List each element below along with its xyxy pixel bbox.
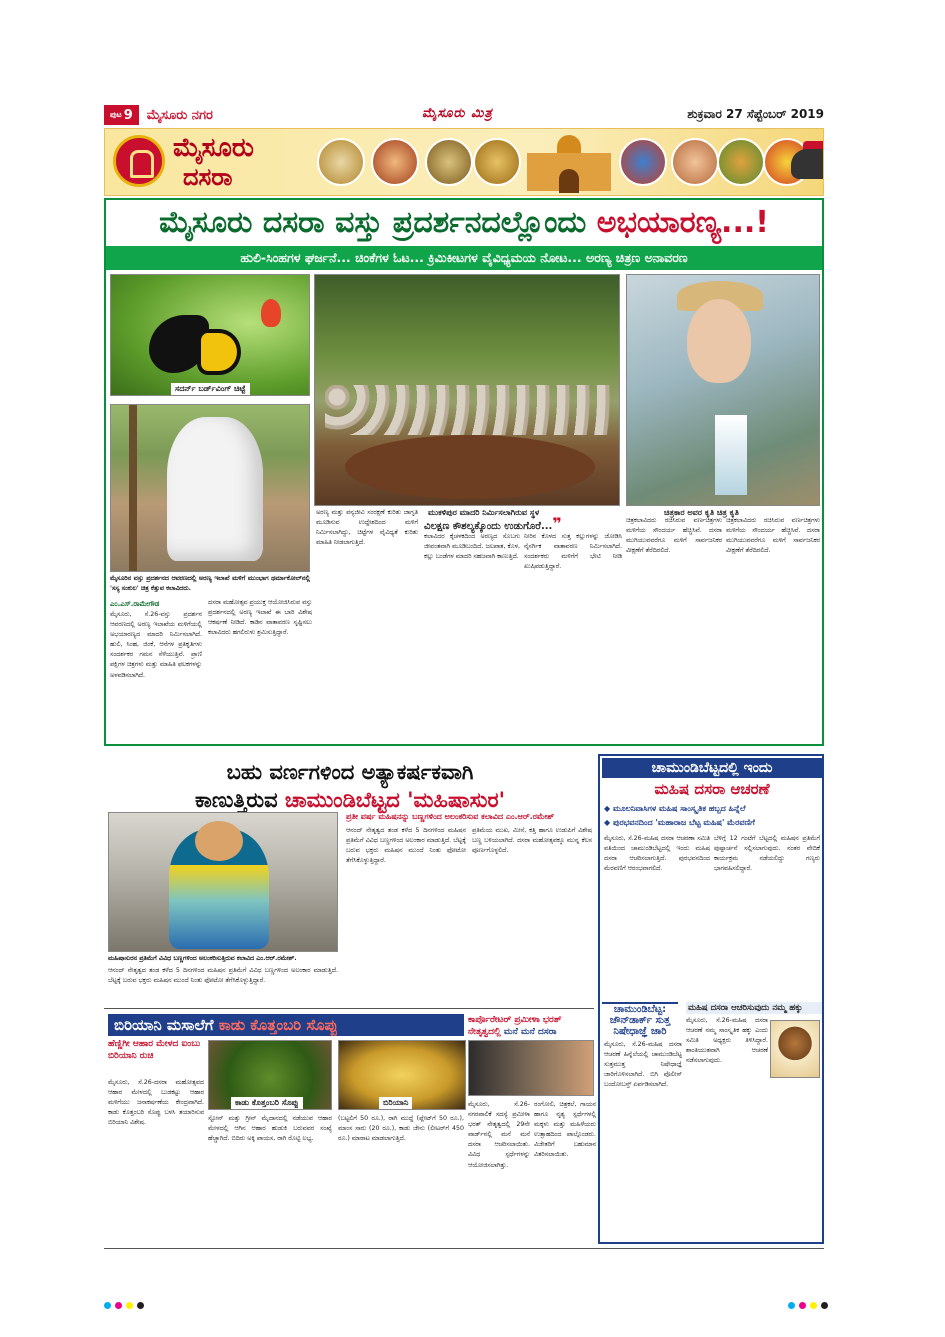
mane-dasara-headline-b: ಮನೆ ಮನೆ ದಸರಾ bbox=[503, 1027, 557, 1037]
feature-subhead-text: ವಿಲಕ್ಷಣ ಕೌಶಲ್ಯಕ್ಕೊಂದು ಉಡುಗೊರೆ... bbox=[424, 521, 553, 532]
mahisha-rights-column: ಮೈಸೂರು, ಸೆ.26-ಮಹಿಷ ದಸರಾ ಆಚರಣೆ ನಮ್ಮ ಸಾಂಸ್ಕೃತಿಕ ಹಕ್ಕು ಎಂದು ಸಮಿತಿ ಅಧ್ಯಕ್ಷರು ತಿಳಿಸಿದ್ದಾರೆ. ಶಾಂತಿಯುತವಾಗಿ ಆಚರಣೆ ನಡೆಸಲಾಗುವುದು. bbox=[686, 1017, 768, 1065]
feature-headline bbox=[104, 200, 824, 246]
yellow-dot-icon bbox=[126, 1302, 133, 1309]
chamundi-headline-1: ಚಾಮುಂಡಿಬೆಟ್ಟದಲ್ಲಿ ಇಂದು bbox=[602, 758, 822, 778]
biryani-column-2: ಸ್ಟೋನ್ ಮತ್ತು ಗ್ರೀನ್ ಮೈದಾನದಲ್ಲಿ ನಡೆಯುವ ಆಹಾರ ಮೇಳದಲ್ಲಿ ಆಗಿನ ಆಹಾರ ಹುಡುಕಿ ಬರುವವರ ಸಂಖ್ಯೆ ಹೆಚ್ಚಾಗಿದೆ. ಬಿದಿರು ಅಕ್ಕಿ ಪಾಯಸ, ರಾಗಿ ರೊಟ್ಟಿ ಲಭ್ಯ. bbox=[208, 1115, 332, 1143]
magenta-dot-icon bbox=[799, 1302, 806, 1309]
feature-column-6: ಚಿತ್ರಕಲಾವಿದರು ರಚಿಸಿರುವ ವರ್ಣಚಿತ್ರಗಳು ಮಳಿಗೆಯ ಸೌಂದರ್ಯ ಹೆಚ್ಚಿಸಿವೆ. ದಸರಾ ಮುಗಿಯುವವರೆಗೂ ಮಳಿಗೆ ಸಾರ್ವಜನಿಕರ ವೀಕ್ಷಣೆಗೆ ತೆರೆದಿರಲಿದೆ. bbox=[626, 517, 722, 555]
quote-icon: ❞ bbox=[552, 514, 562, 533]
feature-column-1: ಮೈಸೂರು, ಸೆ.26-ವಸ್ತು ಪ್ರದರ್ಶನ ಆವರಣದಲ್ಲಿ ಅರಣ್ಯ ಇಲಾಖೆಯ ಮಳಿಗೆಯಲ್ಲಿ ಅಭಯಾರಣ್ಯದ ಮಾದರಿ ನಿರ್ಮಿಸಲಾಗಿದೆ. ಹುಲಿ, ಸಿಂಹ, ಜಿಂಕೆ, ಆನೆಗಳ ಪ್ರತಿಕೃತಿಗಳು ಸಂದರ್ಶಕರ ಗಮನ ಸೆಳೆಯುತ್ತಿವೆ. ಪ್ರಾಣಿ ಪಕ್ಷಿಗಳ ಚಿತ್ರಗಳು ಮತ್ತು ಮಾಹಿತಿ ಫಲಕಗಳನ್ನು ಅಳವಡಿಸಲಾಗಿದೆ. bbox=[110, 611, 202, 679]
mahisha-headline-line1: ಬಹು ವರ್ಣಗಳಿಂದ ಅತ್ಯಾಕರ್ಷಕವಾಗಿ bbox=[226, 760, 474, 784]
black-dot-icon bbox=[137, 1302, 144, 1309]
sculpture-caption: ಮೈಸೂರಿನ ವಸ್ತು ಪ್ರದರ್ಶನದ ಆವರಣದಲ್ಲಿ ಅರಣ್ಯ ಇಲಾಖೆ ಮಳಿಗೆ ಮುಂಭಾಗ ಥರ್ಮಾಕೋಲ್‌ನಲ್ಲಿ 'ಸಸ್ಯ ಸಂಕುಲ' ಚಿತ್ರ ಕೆತ್ತುವ ಕಲಾವಿದರು. bbox=[110, 575, 310, 593]
banner-photo-circle bbox=[317, 138, 365, 186]
mysore-palace-icon bbox=[521, 135, 617, 193]
mahisha-column-2: ಪ್ರತಿಮೆಯ ಮುಖ, ಮೀಸೆ, ಕತ್ತಿ ಹಾಗೂ ಉಡುಪಿಗೆ ವಿಶೇಷ ಬಣ್ಣ ಬಳಿಯಲಾಗಿದೆ. ದಸರಾ ಮಹೋತ್ಸವಕ್ಕೂ ಮುನ್ನ ಕೆಲಸ ಪೂರ್ಣಗೊಳ್ಳಲಿದೆ. bbox=[472, 827, 592, 855]
mane-dasara-headline-a: ನೇತೃತ್ವದಲ್ಲಿ bbox=[468, 1027, 501, 1037]
chamundi-column-1: ಮೈಸೂರು, ಸೆ.26-ಮಹಿಷ ದಸರಾ ಆಚರಣಾ ಸಮಿತಿ ವತಿಯಿಂದ ಚಾಮುಂಡಿಬೆಟ್ಟದಲ್ಲಿ ಇಂದು ಮಹಿಷ ದಸರಾ ಆಚರಿಸಲಾಗುತ್ತಿದೆ. ಪುರಭವನದಿಂದ ಮೆರವಣಿಗೆ ಆರಂಭವಾಗಲಿದೆ. bbox=[604, 835, 710, 873]
page-number: 9 bbox=[123, 107, 133, 123]
dasara-logo-icon bbox=[113, 135, 165, 187]
divider bbox=[104, 1008, 594, 1009]
mane-dasara-headline bbox=[468, 1014, 598, 1038]
biryani-headline-b: ಕಾಡು ಕೊತ್ತಂಬರಿ ಸೊಪ್ಪು bbox=[218, 1016, 338, 1034]
banner-title-line1: ಮೈಸೂರು bbox=[173, 133, 254, 163]
feature-column-3: ಅರಣ್ಯ ಮತ್ತು ವನ್ಯಜೀವಿ ಸಂರಕ್ಷಣೆ ಕುರಿತು ಜಾಗೃತಿ ಮೂಡಿಸುವ ಉದ್ದೇಶದಿಂದ ಮಳಿಗೆ ನಿರ್ಮಿಸಲಾಗಿದ್ದು, ಚಿಟ್ಟೆಗಳ ವೈವಿಧ್ಯತೆ ಕುರಿತು ಮಾಹಿತಿ ನೀಡಲಾಗುತ್ತಿದೆ. bbox=[316, 509, 418, 547]
mahisha-caption: ಮಹಿಷಾಸುರನ ಪ್ರತಿಮೆಗೆ ವಿವಿಧ ಬಣ್ಣಗಳಿಂದ ಅಲಂಕರಿಸುತ್ತಿರುವ ಕಲಾವಿದ ಎಂ.ಆರ್.ರಮೇಶ್. bbox=[108, 955, 297, 962]
mahisha-headline-line2 bbox=[108, 786, 592, 814]
feature-subhead bbox=[424, 514, 562, 533]
biryani-caption: ಬಿರಿಯಾನಿ bbox=[379, 1097, 412, 1109]
cyan-dot-icon bbox=[788, 1302, 795, 1309]
prohibitory-order-column: ಮೈಸೂರು, ಸೆ.26-ಮಹಿಷ ದಸರಾ ಆಚರಣೆ ಹಿನ್ನೆಲೆಯಲ್ಲಿ ಚಾಮುಂಡಿಬೆಟ್ಟ ಸುತ್ತಮುತ್ತ ನಿಷೇಧಾಜ್ಞೆ ಜಾರಿಗೊಳಿಸಲಾಗಿದೆ. ಬಿಗಿ ಪೊಲೀಸ್ ಬಂದೋಬಸ್ತ್ ಏರ್ಪಡಿಸಲಾಗಿದೆ. bbox=[604, 1041, 682, 1089]
black-dot-icon bbox=[821, 1302, 828, 1309]
page-label: ಪುಟ bbox=[110, 110, 122, 119]
mahishasura-statue-photo bbox=[108, 812, 338, 952]
prohibitory-order-box-title: ಚಾಮುಂಡಿಬೆಟ್ಟ: ಜೌನ್‌ಡಾರ್ಕ್ ಸುತ್ತ ನಿಷೇಧಾಜ್ಞೆ ಜಾರಿ bbox=[602, 1002, 678, 1037]
chamundi-bullet-2: ◆ ಪುರಭವನದಿಂದ 'ಮಹಾರಾಜ ಬೆಟ್ಟ ಮಹಿಷ' ಮೆರವಣಿಗೆ bbox=[604, 818, 755, 827]
color-registration-marks bbox=[104, 1302, 144, 1309]
sculpture-photo bbox=[110, 404, 310, 572]
running-header bbox=[104, 104, 824, 126]
issue-date: ಶುಕ್ರವಾರ 27 ಸೆಪ್ಟೆಂಬರ್ 2019 bbox=[687, 107, 824, 121]
banner-photo-circle bbox=[671, 138, 719, 186]
mahisha-headline-line2a: ಕಾಣುತ್ತಿರುವ bbox=[194, 788, 278, 812]
divider bbox=[104, 1248, 824, 1249]
mahisha-subhead: ಪ್ರತೀ ವರ್ಷ ಮಹಿಷನನ್ನು ಬಣ್ಣಗಳಿಂದ ಅಲಂಕರಿಸುವ ಕಲಾವಿದ ಎಂ.ಆರ್.ರಮೇಶ್ bbox=[346, 812, 555, 821]
mane-dasara-photo bbox=[468, 1040, 594, 1096]
mane-dasara-column-2: ರಂಗೋಲಿ, ಚಿತ್ರಕಲೆ, ಗಾಯನ ಹಾಗೂ ನೃತ್ಯ ಸ್ಪರ್ಧೆಗಳಲ್ಲಿ ಮಕ್ಕಳು ಮತ್ತು ಮಹಿಳೆಯರು ಉತ್ಸಾಹದಿಂದ ಪಾಲ್ಗೊಂಡರು. ವಿಜೇತರಿಗೆ ಬಹುಮಾನ ವಿತರಿಸಲಾಯಿತು. bbox=[534, 1101, 596, 1159]
banner-title-line2: ದಸರಾ bbox=[183, 163, 233, 191]
feature-column-7: ಚಿತ್ರಕಲಾವಿದರು ರಚಿಸಿರುವ ವರ್ಣಚಿತ್ರಗಳು ಮಳಿಗೆಯ ಸೌಂದರ್ಯ ಹೆಚ್ಚಿಸಿವೆ. ದಸರಾ ಮುಗಿಯುವವರೆಗೂ ಮಳಿಗೆ ಸಾರ್ವಜನಿಕರ ವೀಕ್ಷಣೆಗೆ ತೆರೆದಿರಲಿದೆ. bbox=[726, 517, 820, 555]
biryani-photo bbox=[338, 1040, 466, 1110]
mahisha-rights-headline: ಮಹಿಷ ದಸರಾ ಆಚರಿಸುವುದು ನಮ್ಮ ಹಕ್ಕು bbox=[686, 1002, 822, 1014]
dasara-banner bbox=[104, 128, 824, 196]
biryani-column-3: (ಬಟ್ಟಲಿಗೆ 50 ರೂ.), ರಾಗಿ ಮುದ್ದೆ (ಪ್ಲೇಟ್‌ಗೆ 50 ರೂ.), ಮಾಂಸ ಸಾರು (20 ರೂ.), ಕಾಡು ಜೇನು (ಲೀಟರ್‌ಗೆ 450 ರೂ.) ಮಾರಾಟ ಮಾಡಲಾಗುತ್ತಿದೆ. bbox=[338, 1115, 464, 1143]
person-portrait-photo bbox=[770, 1020, 820, 1078]
chamundi-headline-2: ಮಹಿಷ ದಸರಾ ಆಚರಣೆ bbox=[654, 780, 770, 798]
banner-photo-circle bbox=[717, 138, 765, 186]
feature-column-4: ಕಲಾವಿದರ ಕೈಚಳಕದಿಂದ ಅರಣ್ಯದ ಸೊಬಗು ಜೀವಂತವಾಗಿ ಮೂಡಿಬಂದಿದೆ. ಜಲಪಾತ, ಕೊಳ, ಕಲ್ಲು ಬಂಡೆಗಳ ಮಾದರಿ ಸಹಜವಾಗಿ ಕಾಣುತ್ತಿದೆ. bbox=[424, 533, 520, 561]
biryani-subhead: ಹೆಣ್ಣಿಗೀ ಆಹಾರ ಮೇಳದ ಐಂಬು ಬಿರಿಯಾನಿ ರುಚಿ bbox=[108, 1039, 201, 1061]
section-name: ಮೈಸೂರು ನಗರ bbox=[146, 107, 213, 123]
cyan-dot-icon bbox=[104, 1302, 111, 1309]
chamundi-column-2: ಬೆಳಿಗ್ಗೆ 12 ಗಂಟೆಗೆ ಬೆಟ್ಟದಲ್ಲಿ ಮಹಿಷನ ಪ್ರತಿಮೆಗೆ ಪುಷ್ಪಾರ್ಚನೆ ಸಲ್ಲಿಸಲಾಗುವುದು. ನಂತರ ವೇದಿಕೆ ಕಾರ್ಯಕ್ರಮ ನಡೆಯಲಿದ್ದು ಗಣ್ಯರು ಭಾಗವಹಿಸಲಿದ್ದಾರೆ. bbox=[714, 835, 820, 873]
chamundi-bullet-1-text: ಮೂಲನಿವಾಸಿಗಳ ಮಹಿಷ ಸಾಂಸ್ಕೃತಿಕ ಹಬ್ಬದ ಹಿನ್ನೆಲೆ bbox=[612, 804, 746, 813]
biryani-headline-a: ಬಿರಿಯಾನಿ ಮಸಾಲೆಗೆ bbox=[114, 1016, 214, 1034]
chamundi-bullet-1: ◆ ಮೂಲನಿವಾಸಿಗಳ ಮಹಿಷ ಸಾಂಸ್ಕೃತಿಕ ಹಬ್ಬದ ಹಿನ್ನೆಲೆ bbox=[604, 804, 746, 813]
mahisha-headline bbox=[108, 758, 592, 814]
mane-dasara-column-1: ಮೈಸೂರು, ಸೆ.26-ನಗರಪಾಲಿಕೆ ಸದಸ್ಯೆ ಪ್ರಮೀಳಾ ಭರತ್ ನೇತೃತ್ವದಲ್ಲಿ 29ನೇ ವಾರ್ಡ್‌ನಲ್ಲಿ ಮನೆ ಮನೆ ದಸರಾ ಆಚರಿಸಲಾಯಿತು. ವಿವಿಧ ಸ್ಪರ್ಧೆಗಳನ್ನು ಆಯೋಜಿಸಲಾಗಿತ್ತು. bbox=[468, 1101, 530, 1169]
butterfly-caption: ಸದರ್ನ್ ಬರ್ಡ್‌ವಿಂಗ್ ಚಿಟ್ಟೆ bbox=[171, 383, 250, 395]
painting-caption: ಚಿತ್ರಕಾರ ಅವರ ಕೃತಿ ಚಿತ್ರ ಕೃತಿ bbox=[660, 507, 743, 519]
page-number-badge bbox=[104, 105, 139, 125]
forest-caption: ಮುಕಳಿಪುರ ಮಾದರಿ ನಿರ್ಮಿಸಲಾಗಿರುವ ಸ್ಥಳ bbox=[424, 507, 543, 519]
forest-model-photo bbox=[314, 274, 620, 506]
masthead-name: ಮೈಸೂರು ಮಿತ್ರ bbox=[422, 106, 493, 121]
mane-dasara-label: ಕಾರ್ಪೊರೇಟರ್ ಪ್ರಮೀಳಾ ಭರತ್ bbox=[468, 1015, 562, 1025]
banner-photo-circle bbox=[425, 138, 473, 186]
color-registration-marks bbox=[788, 1302, 828, 1309]
mahisha-column-1: ಆನಂದ್ ನೇತೃತ್ವದ ತಂಡ ಕಳೆದ 5 ದಿನಗಳಿಂದ ಮಹಿಷನ ಪ್ರತಿಮೆಗೆ ವಿವಿಧ ಬಣ್ಣಗಳಿಂದ ಅಲಂಕಾರ ಮಾಡುತ್ತಿದೆ. ಬೆಟ್ಟಕ್ಕೆ ಬರುವ ಭಕ್ತರು ಮಹಿಷನ ಮುಂದೆ ನಿಂತು ಫೋಟೋ ತೆಗೆಸಿಕೊಳ್ಳುತ್ತಿದ್ದಾರೆ. bbox=[346, 827, 466, 865]
banner-photo-circle bbox=[371, 138, 419, 186]
magenta-dot-icon bbox=[115, 1302, 122, 1309]
elephant-icon bbox=[785, 141, 824, 189]
biryani-column-1: ಮೈಸೂರು, ಸೆ.26-ದಸರಾ ಮಹೋತ್ಸವದ ಆಹಾರ ಮೇಳದಲ್ಲಿ ಬುಡಕಟ್ಟು ಆಹಾರ ಮಳಿಗೆಯು ಜನಾಕರ್ಷಣೆಯ ಕೇಂದ್ರವಾಗಿದೆ. ಕಾಡು ಕೊತ್ತಂಬರಿ ಸೊಪ್ಪು ಬಳಸಿ ತಯಾರಿಸುವ ಬಿರಿಯಾನಿ ವಿಶೇಷ. bbox=[108, 1079, 204, 1127]
feature-column-5: ನೀರಿನ ಕೊಳದ ಸುತ್ತ ಕಲ್ಲುಗಳನ್ನು ಜೋಡಿಸಿ ನೈಸರ್ಗಿಕ ವಾತಾವರಣ ನಿರ್ಮಿಸಲಾಗಿದೆ. ಸಂದರ್ಶಕರು ಮಳಿಗೆಗೆ ಭೇಟಿ ನೀಡಿ ಖುಷಿಪಡುತ್ತಿದ್ದಾರೆ. bbox=[524, 533, 622, 571]
coriander-leaves-photo bbox=[208, 1040, 332, 1110]
biryani-headline bbox=[108, 1014, 464, 1036]
painting-photo bbox=[626, 274, 820, 506]
feature-headline-accent: ಅಭಯಾರಣ್ಯ...! bbox=[596, 205, 769, 240]
butterfly-photo bbox=[110, 274, 310, 396]
mahisha-column-3: ಆನಂದ್ ನೇತೃತ್ವದ ತಂಡ ಕಳೆದ 5 ದಿನಗಳಿಂದ ಮಹಿಷನ ಪ್ರತಿಮೆಗೆ ವಿವಿಧ ಬಣ್ಣಗಳಿಂದ ಅಲಂಕಾರ ಮಾಡುತ್ತಿದೆ. ಬೆಟ್ಟಕ್ಕೆ ಬರುವ ಭಕ್ತರು ಮಹಿಷನ ಮುಂದೆ ನಿಂತು ಫೋಟೋ ತೆಗೆಸಿಕೊಳ್ಳುತ್ತಿದ್ದಾರೆ. bbox=[108, 967, 338, 985]
mahisha-headline-line2b: ಚಾಮುಂಡಿಬೆಟ್ಟದ 'ಮಹಿಷಾಸುರ' bbox=[284, 788, 506, 812]
feature-byline: ಎಂ.ಎಸ್.ರಾಮೇಗೌಡ bbox=[110, 600, 160, 608]
leaves-caption: ಕಾಡು ಕೊತ್ತಂಬರಿ ಸೊಪ್ಪು bbox=[231, 1097, 303, 1109]
banner-photo-circle bbox=[619, 138, 667, 186]
feature-column-2: ದಸರಾ ಮಹೋತ್ಸವ ಪ್ರಯುಕ್ತ ಆಯೋಜಿಸಿರುವ ವಸ್ತು ಪ್ರದರ್ಶನದಲ್ಲಿ ಅರಣ್ಯ ಇಲಾಖೆ ಈ ಬಾರಿ ವಿಶೇಷ ಆಕರ್ಷಣೆ ನೀಡಿದೆ. ಕಾಡಿನ ವಾತಾವರಣ ಸೃಷ್ಟಿಸಲು ಕಲಾವಿದರು ಹಗಲಿರುಳು ಶ್ರಮಿಸುತ್ತಿದ್ದಾರೆ. bbox=[208, 599, 312, 637]
banner-photo-circle bbox=[473, 138, 521, 186]
feature-headline-main: ಮೈಸೂರು ದಸರಾ ವಸ್ತು ಪ್ರದರ್ಶನದಲ್ಲೊಂದು bbox=[159, 205, 587, 240]
chamundi-bullet-2-text: ಪುರಭವನದಿಂದ 'ಮಹಾರಾಜ ಬೆಟ್ಟ ಮಹಿಷ' ಮೆರವಣಿಗೆ bbox=[612, 818, 755, 827]
feature-strapline: ಹುಲಿ-ಸಿಂಹಗಳ ಘರ್ಜನೆ... ಚಿಂಕೆಗಳ ಓಟ... ಕ್ರಿಮಿಕೀಟಗಳ ವೈವಿಧ್ಯಮಯ ನೋಟ... ಅರಣ್ಯ ಚಿತ್ರಣ ಅನಾವರಣ bbox=[106, 246, 822, 270]
yellow-dot-icon bbox=[810, 1302, 817, 1309]
